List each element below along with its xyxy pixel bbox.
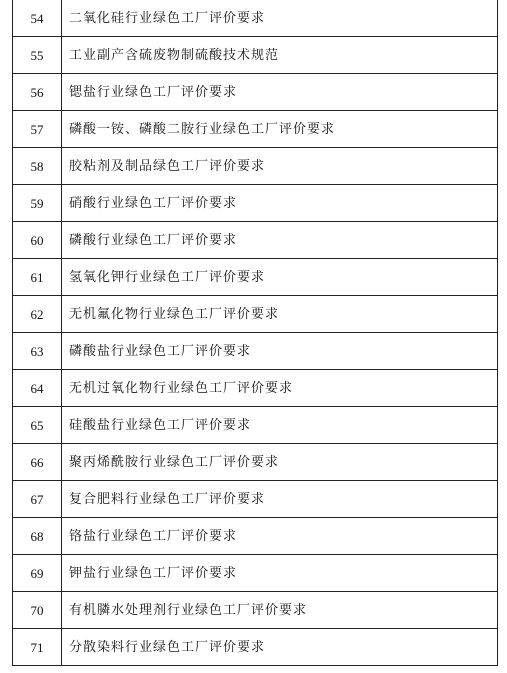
standard-name: 铬盐行业绿色工厂评价要求 [62, 518, 498, 555]
row-number: 62 [13, 296, 62, 333]
standard-name: 磷酸行业绿色工厂评价要求 [62, 222, 498, 259]
standard-name: 磷酸一铵、磷酸二胺行业绿色工厂评价要求 [62, 111, 498, 148]
standard-name: 无机过氧化物行业绿色工厂评价要求 [62, 370, 498, 407]
row-number: 68 [13, 518, 62, 555]
row-number: 54 [13, 0, 62, 37]
table-row [13, 74, 498, 111]
standard-name: 钾盐行业绿色工厂评价要求 [62, 555, 498, 592]
row-number: 59 [13, 185, 62, 222]
row-number: 56 [13, 74, 62, 111]
table-row [13, 259, 498, 296]
row-number: 61 [13, 259, 62, 296]
standards-table-body [13, 0, 498, 666]
row-number: 63 [13, 333, 62, 370]
table-row [13, 222, 498, 259]
table-row [13, 37, 498, 74]
row-number: 55 [13, 37, 62, 74]
row-number: 65 [13, 407, 62, 444]
table-row [13, 370, 498, 407]
standard-name: 胶粘剂及制品绿色工厂评价要求 [62, 148, 498, 185]
table-row [13, 185, 498, 222]
table-row [13, 629, 498, 666]
table-row [13, 296, 498, 333]
row-number: 67 [13, 481, 62, 518]
table-row [13, 111, 498, 148]
standard-name: 复合肥料行业绿色工厂评价要求 [62, 481, 498, 518]
standard-name: 硅酸盐行业绿色工厂评价要求 [62, 407, 498, 444]
row-number: 71 [13, 629, 62, 666]
table-row [13, 592, 498, 629]
table-row [13, 148, 498, 185]
row-number: 69 [13, 555, 62, 592]
standard-name: 无机氟化物行业绿色工厂评价要求 [62, 296, 498, 333]
standard-name: 二氧化硅行业绿色工厂评价要求 [62, 0, 498, 37]
table-row [13, 333, 498, 370]
standard-name: 分散染料行业绿色工厂评价要求 [62, 629, 498, 666]
standard-name: 氢氧化钾行业绿色工厂评价要求 [62, 259, 498, 296]
row-number: 64 [13, 370, 62, 407]
table-row [13, 0, 498, 37]
row-number: 66 [13, 444, 62, 481]
row-number: 57 [13, 111, 62, 148]
row-number: 60 [13, 222, 62, 259]
row-number: 70 [13, 592, 62, 629]
table-row [13, 518, 498, 555]
row-number: 58 [13, 148, 62, 185]
standard-name: 磷酸盐行业绿色工厂评价要求 [62, 333, 498, 370]
table-row [13, 555, 498, 592]
table-row [13, 407, 498, 444]
table-row [13, 481, 498, 518]
table-row [13, 444, 498, 481]
standard-name: 有机膦水处理剂行业绿色工厂评价要求 [62, 592, 498, 629]
standard-name: 聚丙烯酰胺行业绿色工厂评价要求 [62, 444, 498, 481]
standards-table [12, 0, 498, 666]
standard-name: 硝酸行业绿色工厂评价要求 [62, 185, 498, 222]
standard-name: 锶盐行业绿色工厂评价要求 [62, 74, 498, 111]
standard-name: 工业副产含硫废物制硫酸技术规范 [62, 37, 498, 74]
